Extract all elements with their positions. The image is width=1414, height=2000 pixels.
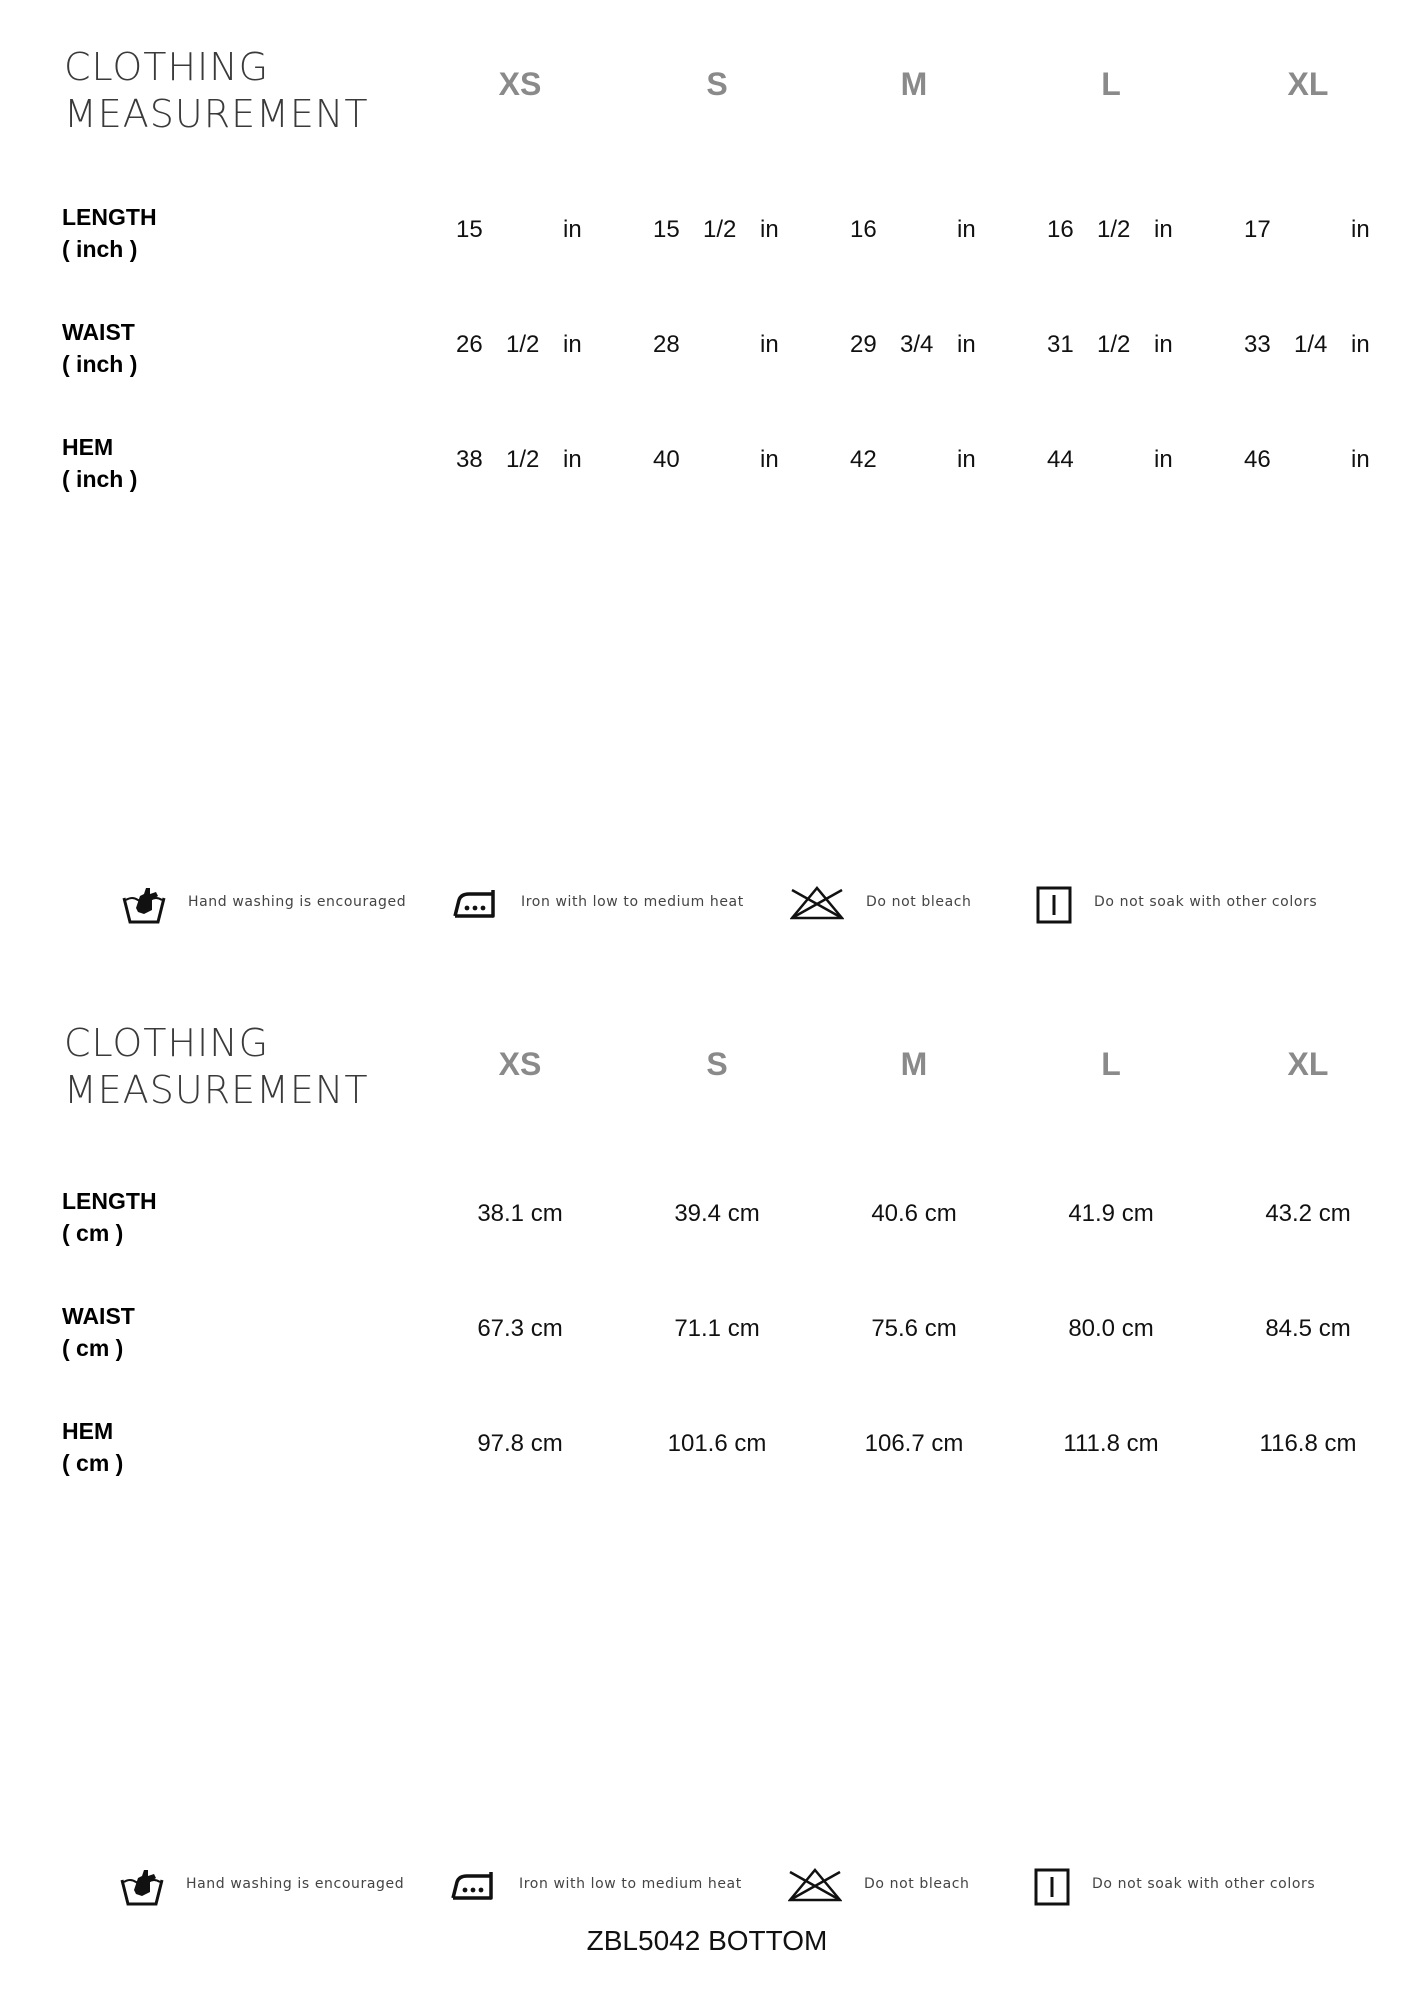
unit: in bbox=[1154, 331, 1173, 358]
row-unit: ( inch ) bbox=[62, 351, 138, 377]
size-header-l: L bbox=[1101, 1046, 1121, 1082]
row-label-hem bbox=[62, 431, 137, 495]
whole: 31 bbox=[1047, 331, 1074, 358]
unit: in bbox=[760, 216, 779, 243]
whole: 15 bbox=[653, 216, 680, 243]
no-bleach-icon bbox=[790, 886, 844, 920]
cell-hem-l: 111.8 cm bbox=[1063, 1430, 1159, 1457]
row-unit: ( inch ) bbox=[62, 236, 138, 262]
row-unit: ( cm ) bbox=[62, 1450, 124, 1476]
cell-length-l: 41.9 cm bbox=[1068, 1200, 1154, 1227]
unit: in bbox=[1351, 446, 1370, 473]
no-soak-icon bbox=[1034, 1868, 1070, 1906]
cell-waist-m: 75.6 cm bbox=[871, 1315, 957, 1342]
size-header-s: S bbox=[706, 66, 728, 102]
fraction: 1/2 bbox=[506, 331, 540, 358]
row-name: HEM bbox=[62, 434, 114, 460]
care-text: Do not soak with other colors bbox=[1094, 894, 1318, 910]
title-line-2: MEASUREMENT bbox=[64, 92, 369, 136]
unit: in bbox=[1154, 446, 1173, 473]
care-text: Do not soak with other colors bbox=[1092, 1876, 1316, 1892]
size-header-m: M bbox=[900, 66, 928, 102]
cell-waist-l: 80.0 cm bbox=[1068, 1315, 1154, 1342]
hand-wash-icon bbox=[120, 1868, 164, 1908]
whole: 44 bbox=[1047, 446, 1074, 473]
section-title bbox=[64, 44, 369, 138]
no-soak-icon bbox=[1036, 886, 1072, 924]
cell-hem-xs: 97.8 cm bbox=[477, 1430, 563, 1457]
whole: 29 bbox=[850, 331, 877, 358]
row-unit: ( cm ) bbox=[62, 1220, 124, 1246]
care-text: Iron with low to medium heat bbox=[519, 1876, 742, 1892]
iron-icon bbox=[453, 886, 499, 920]
unit: in bbox=[1154, 216, 1173, 243]
hand-wash-icon bbox=[122, 886, 166, 926]
care-text: Hand washing is encouraged bbox=[188, 894, 407, 910]
cell-hem-m: 106.7 cm bbox=[864, 1430, 964, 1457]
iron-icon bbox=[451, 1868, 497, 1902]
unit: in bbox=[760, 446, 779, 473]
row-label-hem bbox=[62, 1415, 123, 1479]
whole: 38 bbox=[456, 446, 483, 473]
whole: 46 bbox=[1244, 446, 1271, 473]
care-instructions bbox=[0, 878, 1414, 938]
size-header-xs: XS bbox=[498, 66, 542, 102]
size-header-m: M bbox=[900, 1046, 928, 1082]
title-line-1: CLOTHING bbox=[64, 45, 270, 89]
row-unit: ( cm ) bbox=[62, 1335, 124, 1361]
cell-waist-xs: 67.3 cm bbox=[477, 1315, 563, 1342]
title-line-2: MEASUREMENT bbox=[64, 1068, 369, 1112]
size-header-xs: XS bbox=[498, 1046, 542, 1082]
row-name: HEM bbox=[62, 1418, 114, 1444]
care-text: Iron with low to medium heat bbox=[521, 894, 744, 910]
whole: 33 bbox=[1244, 331, 1271, 358]
row-label-waist bbox=[62, 316, 137, 380]
cell-length-xs: 38.1 cm bbox=[477, 1200, 563, 1227]
cell-hem-s: 101.6 cm bbox=[667, 1430, 767, 1457]
unit: in bbox=[563, 446, 582, 473]
fraction: 3/4 bbox=[900, 331, 934, 358]
size-header-xl: XL bbox=[1287, 66, 1329, 102]
size-header-xl: XL bbox=[1287, 1046, 1329, 1082]
unit: in bbox=[760, 331, 779, 358]
no-bleach-icon bbox=[788, 1868, 842, 1902]
fraction: 1/2 bbox=[703, 216, 737, 243]
fraction: 1/2 bbox=[1097, 331, 1131, 358]
unit: in bbox=[563, 331, 582, 358]
section-title bbox=[64, 1020, 369, 1114]
whole: 17 bbox=[1244, 216, 1271, 243]
unit: in bbox=[957, 446, 976, 473]
whole: 40 bbox=[653, 446, 680, 473]
unit: in bbox=[1351, 216, 1370, 243]
cell-waist-xl: 84.5 cm bbox=[1265, 1315, 1351, 1342]
row-name: LENGTH bbox=[62, 204, 157, 230]
whole: 42 bbox=[850, 446, 877, 473]
cell-waist-s: 71.1 cm bbox=[674, 1315, 760, 1342]
cell-hem-xl: 116.8 cm bbox=[1259, 1430, 1357, 1457]
care-text: Hand washing is encouraged bbox=[186, 1876, 405, 1892]
title-line-1: CLOTHING bbox=[64, 1021, 270, 1065]
fraction: 1/4 bbox=[1294, 331, 1328, 358]
cell-length-m: 40.6 cm bbox=[871, 1200, 957, 1227]
row-name: WAIST bbox=[62, 1303, 135, 1329]
unit: in bbox=[957, 331, 976, 358]
row-label-waist bbox=[62, 1300, 135, 1364]
unit: in bbox=[1351, 331, 1370, 358]
whole: 16 bbox=[1047, 216, 1074, 243]
row-label-length bbox=[62, 1185, 157, 1249]
size-header-s: S bbox=[706, 1046, 728, 1082]
care-text: Do not bleach bbox=[866, 894, 972, 910]
fraction: 1/2 bbox=[1097, 216, 1131, 243]
cell-length-s: 39.4 cm bbox=[674, 1200, 760, 1227]
row-name: LENGTH bbox=[62, 1188, 157, 1214]
product-code-label: ZBL5042 BOTTOM bbox=[586, 1925, 828, 1956]
whole: 15 bbox=[456, 216, 483, 243]
fraction: 1/2 bbox=[506, 446, 540, 473]
row-name: WAIST bbox=[62, 319, 135, 345]
whole: 28 bbox=[653, 331, 680, 358]
row-unit: ( inch ) bbox=[62, 466, 138, 492]
unit: in bbox=[957, 216, 976, 243]
whole: 26 bbox=[456, 331, 483, 358]
cell-length-xl: 43.2 cm bbox=[1265, 1200, 1351, 1227]
care-text: Do not bleach bbox=[864, 1876, 970, 1892]
unit: in bbox=[563, 216, 582, 243]
whole: 16 bbox=[850, 216, 877, 243]
row-label-length bbox=[62, 201, 157, 265]
care-instructions bbox=[0, 1860, 1414, 1920]
size-header-l: L bbox=[1101, 66, 1121, 102]
